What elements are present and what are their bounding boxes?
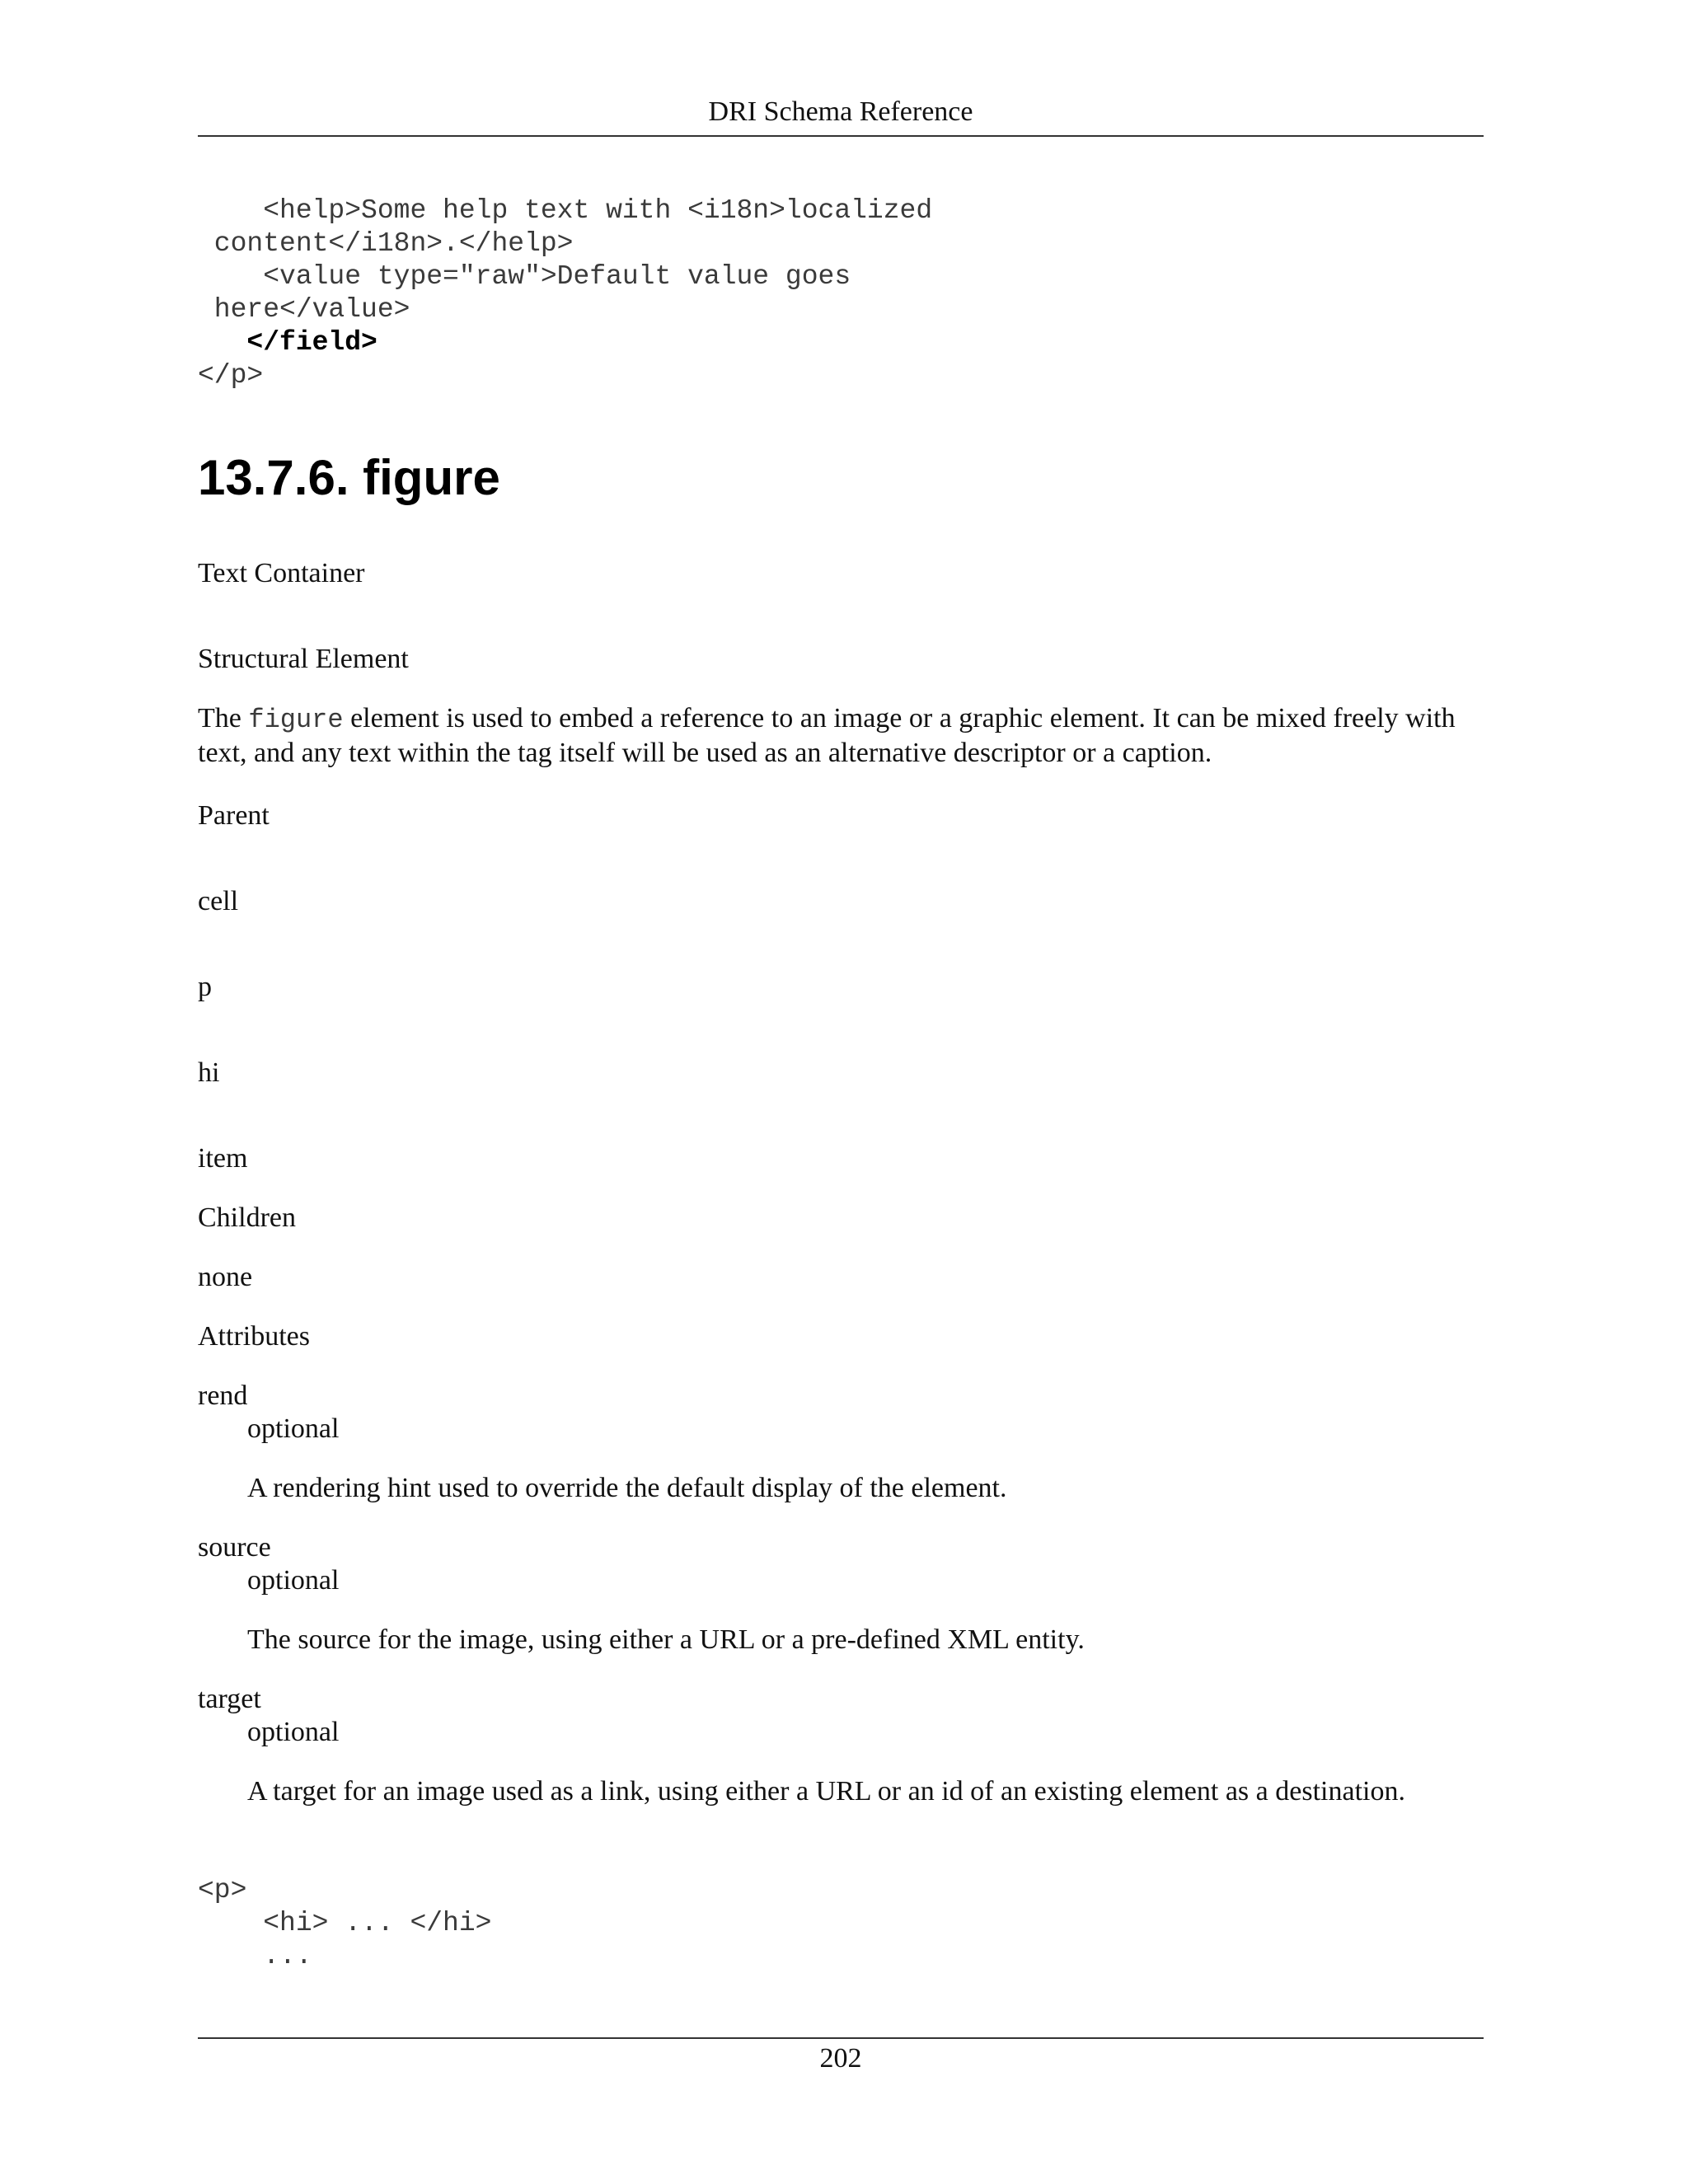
parent-item: cell — [198, 886, 239, 916]
code-line: content</i18n>.</help> — [198, 228, 574, 259]
code-example-bottom — [198, 1874, 491, 1973]
description-text: The — [198, 703, 249, 733]
children-heading: Children — [198, 1202, 296, 1233]
footer-rule — [198, 2037, 1484, 2039]
attribute-status: optional — [247, 1717, 340, 1747]
code-line: <value type="raw">Default value goes — [198, 261, 851, 292]
code-line: <help>Some help text with <i18n>localized — [198, 195, 933, 226]
running-header: DRI Schema Reference — [708, 96, 973, 127]
section-title: 13.7.6. figure — [198, 450, 500, 505]
document-page — [198, 0, 1484, 2184]
parent-heading: Parent — [198, 800, 270, 831]
attribute-name: rend — [198, 1380, 248, 1411]
inline-code: figure — [248, 705, 344, 735]
element-type-label: Text Container — [198, 558, 365, 588]
children-value: none — [198, 1262, 253, 1292]
code-line: <p> — [198, 1875, 247, 1905]
parent-item: hi — [198, 1057, 220, 1088]
attribute-status: optional — [247, 1413, 340, 1444]
attribute-description: The source for the image, using either a URL or a pre-defined XML entity. — [247, 1624, 1085, 1655]
code-line-emphasis: </field> — [198, 327, 377, 358]
parent-item: item — [198, 1143, 248, 1174]
code-line: </p> — [198, 360, 264, 391]
page-number: 202 — [819, 2043, 862, 2074]
attribute-name: target — [198, 1684, 261, 1714]
code-example-top — [198, 194, 932, 392]
element-kind-label: Structural Element — [198, 644, 409, 674]
element-description — [198, 702, 1484, 770]
header-rule — [198, 135, 1484, 137]
code-line: ... — [198, 1941, 312, 1971]
description-text: element is used to embed a reference to an image or a graphic element. It can be mixed freely with text, and any text within the tag itself will be used as an alternative descriptor or a caption. — [198, 703, 1456, 768]
attribute-name: source — [198, 1532, 271, 1563]
parent-item: p — [198, 972, 212, 1002]
attributes-heading: Attributes — [198, 1321, 310, 1352]
code-line: <hi> ... </hi> — [198, 1908, 492, 1938]
attribute-description: A rendering hint used to override the default display of the element. — [247, 1473, 1007, 1503]
attribute-description: A target for an image used as a link, using either a URL or an id of an existing element as a destination. — [247, 1776, 1405, 1807]
attribute-status: optional — [247, 1565, 340, 1596]
code-line: here</value> — [198, 294, 410, 325]
